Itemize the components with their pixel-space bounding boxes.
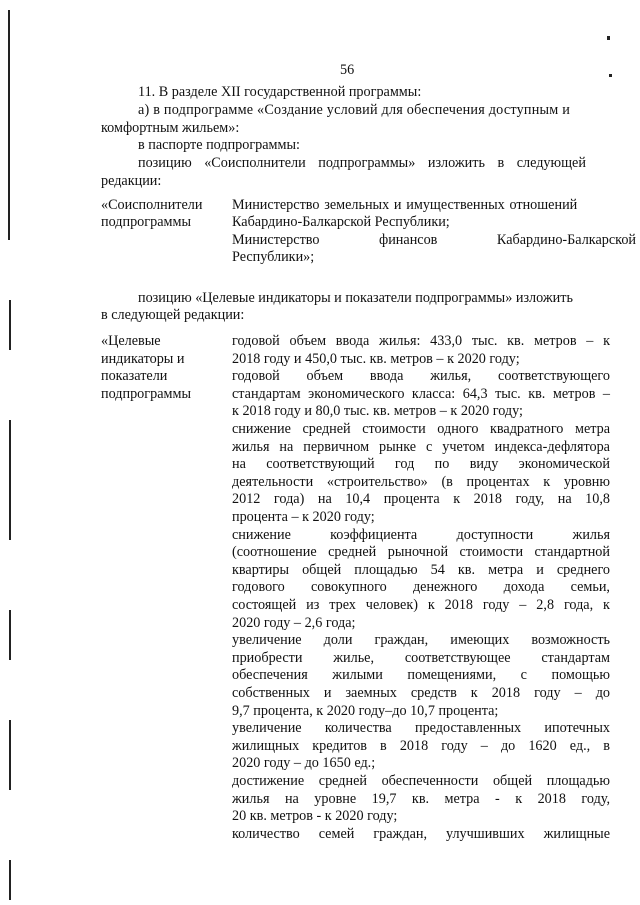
table-right-line: жилья на первичном рынке с учетом индекса-дефлятора — [232, 438, 610, 455]
table-right-line: состоящей из трех человек) к 2018 году – 2,8 года, к — [232, 597, 610, 613]
margin-mark — [9, 610, 11, 660]
table-right-line: 2020 году – до 1650 ед.; — [232, 755, 376, 772]
margin-mark — [9, 420, 11, 540]
table-left-cell: подпрограммы — [101, 214, 191, 230]
table-right-line: снижение средней стоимости одного квадратного метра — [232, 421, 611, 437]
table-right-line: годовой объем ввода жилья, соответствующего — [232, 368, 610, 385]
table-left-cell: показатели — [101, 368, 168, 384]
margin-mark — [9, 300, 11, 350]
paragraph-line: редакции: — [101, 173, 162, 189]
table-right-line: приобрести жилье, соответствующее стандартам — [232, 649, 611, 666]
paragraph-line: позицию «Соисполнители подпрограммы» изложить в следующей — [138, 155, 586, 171]
table-right-line: жилья на уровне 19,7 кв. метра - к 2018 году, — [232, 790, 611, 807]
table-right-line: 9,7 процента, к 2020 году–до 10,7 процента; — [232, 702, 499, 719]
table-right-line: Кабардино-Балкарской Республики; — [232, 214, 450, 230]
margin-mark — [8, 10, 10, 240]
table-right-line: (соотношение средней рыночной стоимости стандартной — [232, 544, 610, 561]
table-right-line: 2020 году – 2,6 года; — [232, 614, 356, 631]
paragraph-line: в следующей редакции: — [101, 307, 245, 323]
table-right-line: к 2018 году и 80,0 тыс. кв. метров – к 2020 году; — [232, 403, 523, 420]
table-right-line: Министерство земельных и имущественных отношений — [232, 197, 578, 213]
table-right-line: жилищных кредитов в 2018 году – до 1620 ед., в — [232, 737, 610, 754]
paragraph-line: комфортным жильем»: — [101, 120, 240, 136]
table-right-line: стандартам экономического класса: 64,3 тыс. кв. метров – — [232, 385, 611, 402]
scan-speck — [609, 74, 612, 77]
paragraph-line: а) в подпрограмме «Создание условий для обеспечения доступным и — [138, 102, 571, 118]
table-right-line: годового совокупного денежного дохода семьи, — [232, 579, 610, 596]
page-number: 56 — [340, 62, 355, 78]
table-right-line: собственных и заемных средств к 2018 году – до — [232, 685, 611, 701]
table-right-line: процента – к 2020 году; — [232, 509, 375, 525]
table-right-line: увеличение количества предоставленных ипотечных — [232, 720, 610, 737]
table-left-cell: «Соисполнители — [101, 197, 203, 213]
table-right-line: 2012 года) на 10,4 процента к 2018 году, на 10,8 — [232, 491, 611, 508]
margin-mark — [9, 720, 11, 790]
table-left-cell: индикаторы и — [101, 351, 185, 367]
margin-mark — [9, 860, 11, 900]
table-left-cell: «Целевые — [101, 333, 161, 349]
paragraph-line: позицию «Целевые индикаторы и показатели подпрограммы» изложить — [138, 290, 573, 306]
table-left-cell: подпрограммы — [101, 386, 191, 402]
table-right-line: достижение средней обеспеченности общей площадью — [232, 773, 610, 789]
table-right-line: на соответствующий год по виду экономической — [232, 456, 610, 473]
table-right-line: увеличение доли граждан, имеющих возможность — [232, 632, 610, 649]
table-right-line: снижение коэффициента доступности жилья — [232, 526, 610, 543]
table-right-line: годовой объем ввода жилья: 433,0 тыс. кв. метров – к — [232, 333, 611, 349]
table-right-line: Республики»; — [232, 249, 315, 265]
table-right-line: 2018 году и 450,0 тыс. кв. метров – к 2020 году; — [232, 350, 520, 367]
table-right-line: количество семей граждан, улучшивших жилищные — [232, 825, 610, 842]
table-right-line: обеспечения жилыми помещениями, с помощью — [232, 667, 610, 684]
paragraph-line: 11. В разделе XII государственной программы: — [138, 84, 422, 100]
table-right-line: квартиры общей площадью 54 кв. метра и среднего — [232, 561, 611, 578]
scan-speck — [607, 36, 610, 40]
paragraph-line: в паспорте подпрограммы: — [138, 137, 300, 153]
table-right-line: 20 кв. метров - к 2020 году; — [232, 808, 398, 825]
table-right-line: Министерство финансов Кабардино-Балкарской — [232, 232, 637, 248]
table-right-line: деятельности «строительство» (в процентах к уровню — [232, 473, 610, 490]
